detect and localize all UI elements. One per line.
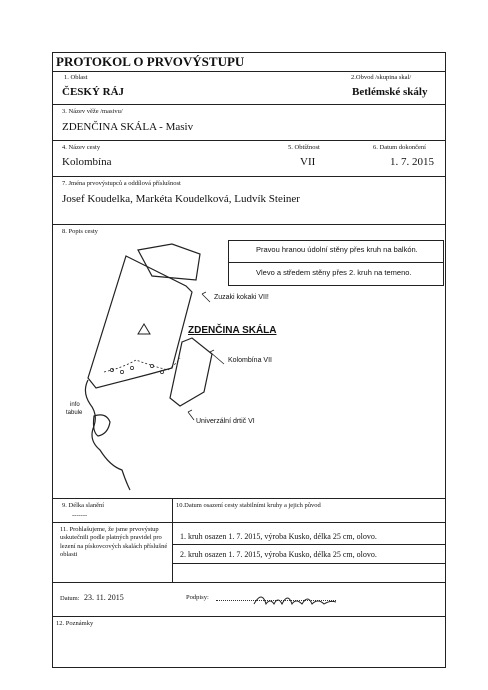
title-divider [52, 71, 446, 72]
label-univerzalni: Univerzální drtič VI [196, 418, 255, 425]
datum-label: Datum: [60, 595, 80, 602]
row-divider [52, 224, 446, 225]
right-tower [170, 338, 212, 406]
label-tabule: tabule [66, 410, 83, 416]
obtiznost-label: 5. Obtížnost [288, 144, 320, 151]
arrow-zuzaki [202, 292, 210, 302]
topo-sketch [52, 236, 446, 498]
row-divider [52, 582, 446, 583]
podpisy-label: Podpisy: [186, 594, 209, 601]
arrow-kolombina [210, 350, 224, 364]
prohlaseni-label: 11. Prohlašujeme, že jsme prvovýstup uskutečnili podle platných pravidel pro lezení na pískovcových skalách příslušné oblasti [60, 526, 168, 559]
row-divider [52, 104, 446, 105]
rock-name-label: ZDENČINA SKÁLA [188, 325, 277, 336]
label-info: info [70, 402, 80, 408]
cesta-value: Kolombína [62, 156, 112, 168]
arrow-univerzalni [188, 410, 194, 420]
row-divider [52, 522, 446, 523]
label-kolombina: Kolombína VII [228, 357, 272, 364]
label-zuzaki: Zuzaki kokaki VII! [214, 294, 269, 301]
kruh-divider [172, 563, 446, 564]
obtiznost-value: VII [300, 156, 316, 168]
obvod-value: Betlémské skály [352, 86, 428, 98]
osazeni-label: 10.Datum osazení cesty stabilními kruhy a jejich původ [176, 502, 321, 509]
vez-label: 3. Název věže /masivu/ [62, 108, 123, 115]
col-divider [172, 498, 173, 522]
prvovystupci-label: 7. Jména prvovýstupců a oddílová příslušnost [62, 180, 181, 187]
signature-scribble [252, 588, 338, 610]
delka-value: ------- [72, 512, 88, 519]
route-desc-2: Vlevo a středem stěny přes 2. kruh na temeno. [256, 268, 412, 277]
row-divider [52, 616, 446, 617]
datum-dokonceni-value: 1. 7. 2015 [390, 156, 434, 168]
delka-label: 9. Délka slanění [62, 502, 105, 509]
oblast-label: 1. Oblast [64, 74, 88, 81]
summit-triangle [138, 324, 150, 334]
info-tabule-rock [94, 415, 111, 436]
kruh-top-border [172, 544, 446, 545]
oblast-value: ČESKÝ RÁJ [62, 86, 125, 98]
row-divider [52, 498, 446, 499]
kruh-2: 2. kruh osazen 1. 7. 2015, výroba Kusko, délka 25 cm, olovo. [180, 550, 377, 559]
page-title: PROTOKOL O PRVOVÝSTUPU [56, 54, 245, 69]
route-desc-1: Pravou hranou údolní stěny přes kruh na balkón. [256, 245, 418, 254]
popis-label: 8. Popis cesty [62, 228, 98, 235]
ground-line [85, 380, 130, 490]
datum-dokonceni-label: 6. Datum dokončení [373, 144, 426, 151]
vez-value: ZDENČINA SKÁLA - Masiv [62, 121, 194, 133]
cesta-label: 4. Název cesty [62, 144, 101, 151]
prvovystupci-value: Josef Koudelka, Markéta Koudelková, Ludvík Steiner [62, 193, 300, 205]
poznamky-label: 12. Poznámky [56, 620, 94, 627]
kruh-1: 1. kruh osazen 1. 7. 2015, výroba Kusko, délka 25 cm, olovo. [180, 532, 377, 541]
top-block [138, 244, 200, 280]
row-divider [52, 176, 446, 177]
route-dashed-line [104, 358, 180, 372]
row-divider [52, 140, 446, 141]
obvod-label: 2.Obvod /skupina skal/ [351, 74, 412, 81]
col-divider [172, 522, 173, 582]
datum-value: 23. 11. 2015 [84, 593, 124, 602]
